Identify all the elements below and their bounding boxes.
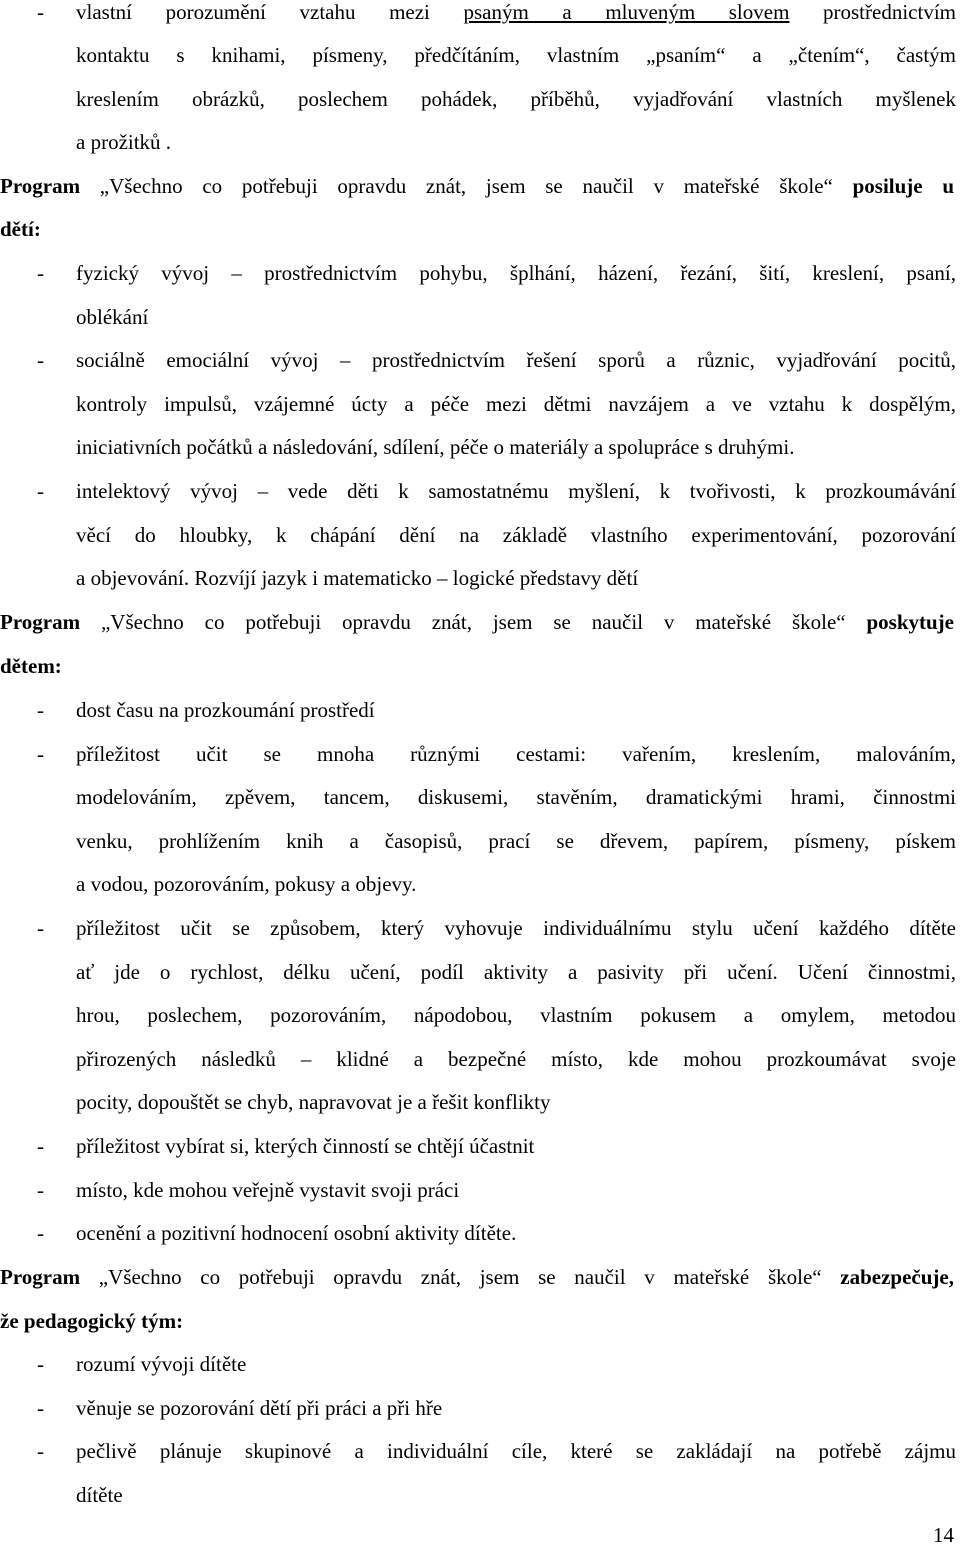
list-item-line — [76, 87, 956, 111]
program-title: „Všechno co potřebuji opravdu znát, jsem se naučil v mateřské škole“ — [80, 1265, 841, 1289]
list-dash: - — [37, 0, 44, 24]
list-dash: - — [37, 1352, 44, 1376]
text-span: kontaktu s knihami, písmeny, předčítáním, vlastním „psaním“ a „čtením“, častým — [76, 43, 956, 67]
list-item-line — [76, 0, 956, 24]
section-heading — [0, 174, 954, 198]
list-item-line: ocenění a pozitivní hodnocení osobní aktivity dítěte. — [76, 1221, 517, 1246]
underlined-text: psaným a mluveným slovem — [463, 0, 790, 24]
section-heading — [0, 610, 954, 634]
list-item-line: a prožitků . — [76, 130, 172, 154]
list-item-line: ať jde o rychlost, délku učení, podíl aktivity a pasivity při učení. Učení činnostmi, — [76, 959, 956, 984]
list-dash: - — [37, 261, 44, 285]
program-title: „Všechno co potřebuji opravdu znát, jsem se naučil v mateřské škole“ — [80, 174, 853, 198]
list-item-line: příležitost učit se způsobem, který vyhovuje individuálnímu stylu učení každého dítěte — [76, 916, 956, 940]
list-item-line: modelováním, zpěvem, tancem, diskusemi, stavěním, dramatickými hrami, činnostmi — [76, 785, 956, 810]
heading-text: že pedagogický tým: — [0, 1309, 184, 1333]
list-item-line: intelektový vývoj – vede děti k samostatnému myšlení, k tvořivosti, k prozkoumávání — [76, 479, 956, 503]
list-item-line: věnuje se pozorování dětí při práci a při hře — [76, 1395, 443, 1420]
heading-text: dětí: — [0, 217, 41, 241]
list-item-line: hrou, poslechem, pozorováním, nápodobou, vlastním pokusem a omylem, metodou — [76, 1003, 956, 1028]
heading-verb: zabezpečuje, — [840, 1265, 954, 1289]
heading-verb: poskytuje — [866, 610, 954, 634]
section-heading-cont — [0, 654, 62, 678]
list-dash: - — [37, 741, 44, 766]
list-dash: - — [37, 698, 44, 722]
program-label: Program — [0, 610, 81, 634]
list-item-line: rozumí vývoji dítěte — [76, 1352, 247, 1376]
list-dash: - — [37, 1395, 44, 1420]
list-item-line: věcí do hloubky, k chápání dění na základě vlastního experimentování, pozorování — [76, 522, 956, 547]
list-dash: - — [37, 1221, 44, 1246]
section-heading-cont — [0, 217, 41, 241]
list-item-line: venku, prohlížením knih a časopisů, prací se dřevem, papírem, písmeny, pískem — [76, 828, 956, 853]
list-item-line: a objevování. Rozvíjí jazyk i matematicko – logické představy dětí — [76, 566, 639, 591]
list-dash: - — [37, 1177, 44, 1202]
program-label: Program — [0, 1265, 81, 1289]
text-span: kreslením obrázků, poslechem pohádek, příběhů, vyjadřování vlastních myšlenek — [76, 87, 956, 111]
list-item-line: fyzický vývoj – prostřednictvím pohybu, šplhání, házení, řezání, šití, kreslení, psaní, — [76, 261, 956, 285]
list-item-line: iniciativních počátků a následování, sdílení, péče o materiály a spolupráce s druhými. — [76, 435, 795, 460]
text-span: vlastní porozumění vztahu mezi — [76, 0, 464, 24]
program-title: „Všechno co potřebuji opravdu znát, jsem se naučil v mateřské škole“ — [80, 610, 867, 634]
list-dash: - — [37, 479, 44, 503]
list-dash: - — [37, 1134, 44, 1158]
list-item-line: příležitost vybírat si, kterých činností se chtějí účastnit — [76, 1134, 535, 1158]
list-item-line: oblékání — [76, 304, 149, 329]
list-dash: - — [37, 348, 44, 373]
list-item-line: kontroly impulsů, vzájemné úcty a péče mezi dětmi navzájem a ve vztahu k dospělým, — [76, 391, 956, 416]
list-item-line — [76, 43, 956, 67]
page-number: 14 — [933, 1523, 954, 1547]
list-item-line: dost času na prozkoumání prostředí — [76, 698, 375, 722]
list-item-line: a vodou, pozorováním, pokusy a objevy. — [76, 872, 417, 897]
program-label: Program — [0, 174, 81, 198]
list-item-line: pocity, dopouštět se chyb, napravovat je a řešit konflikty — [76, 1090, 551, 1115]
section-heading — [0, 1265, 954, 1289]
list-item-line: dítěte — [76, 1482, 123, 1507]
list-item-line: sociálně emociální vývoj – prostřednictvím řešení sporů a různic, vyjadřování pocitů, — [76, 348, 956, 373]
list-item-line: přirozených následků – klidné a bezpečné místo, kde mohou prozkoumávat svoje — [76, 1046, 956, 1071]
heading-text: dětem: — [0, 654, 62, 678]
list-item-line: příležitost učit se mnoha různými cestami: vařením, kreslením, malováním, — [76, 741, 956, 766]
text-span: prostřednictvím — [789, 0, 956, 24]
list-item-line: místo, kde mohou veřejně vystavit svoji práci — [76, 1177, 460, 1202]
section-heading-cont — [0, 1309, 183, 1333]
list-dash: - — [37, 916, 44, 940]
heading-verb: posiluje u — [852, 174, 955, 198]
list-item-line: pečlivě plánuje skupinové a individuální cíle, které se zakládají na potřebě zájmu — [76, 1439, 956, 1464]
list-dash: - — [37, 1439, 44, 1464]
